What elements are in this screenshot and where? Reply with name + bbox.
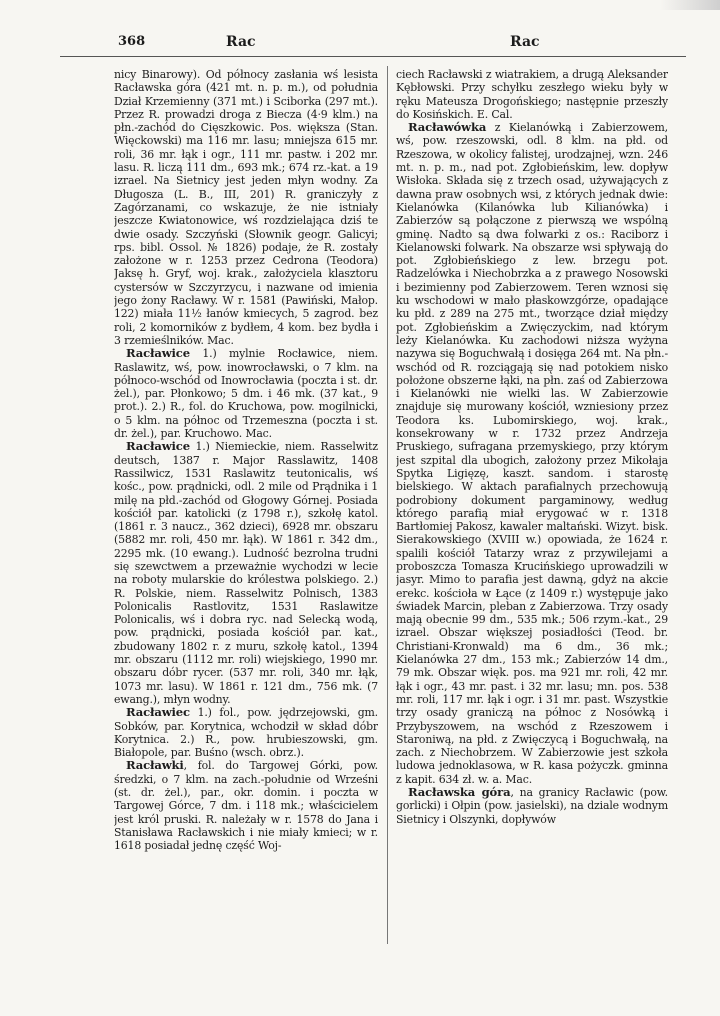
entry-text: 1.) Niemieckie, niem. Rasselwitz deutsch, 1387 r. Major Rasslawitz, 1408 Rassilwicz, 1531 Raslawitz teutonicalis, wś kośc., pow. prądnicki, odl. 2 mile od Prądnika i 1 milę na płd.-zachód od Głogowy Górnej. Posiada kościół par. katolicki (z 1798 r.), szkołę katol. (1861 r. 3 naucz., 362 dzieci), 6928 mr. obszaru (5882 mr. roli, 450 mr. łąk). W 1861 r. 342 dm., 2295 mk. (10 ewang.). Ludność bezrolna trudni się szewctwem a przeważnie wychodzi w lecie na roboty mularskie do królestwa polskiego. 2.) R. Polskie, niem. Rasselwitz Polnisch, 1383 Polonicalis Rastlovitz, 1531 Raslawitze Polonicalis, wś i dobra ryc. nad Selecką wodą, pow. prądnicki, posiada kościół par. kat., zbudowany 1802 r. z muru, szkołę katol., 1394 mr. obszaru (1112 mr. roli) wiejskiego, 1990 mr. obszaru dóbr rycer. (537 mr. roli, 340 mr. łąk, 1073 mr. lasu). W 1861 r. 121 dm., 756 mk. (7 ewang.), młyn wodny. [114,440,378,706]
entry-headword: Racławówka [408,120,487,135]
entry-headword: Racławki [126,758,184,773]
right-running-title: Rac [510,34,540,50]
entry-raclawice-1 [114,347,378,440]
paragraph-text: ciech Racławski z wiatrakiem, a drugą Aleksander Kębłowski. Przy schyłku zeszłego wieku były w ręku Mateusza Drogońskiego; następnie przeszły do Kosińskich. E. Cal. [396,68,668,121]
entry-raclawska-gora [396,786,668,826]
right-column [396,68,668,968]
entry-text: , na granicy Racławic (pow. gorlicki) i Ołpin (pow. jasielski), na dziale wodnym Sietnicy i Olszynki, dopływów [396,786,668,826]
paragraph-text: nicy Binarowy). Od północy zasłania wś lesista Racławska góra (421 mt. n. p. m.), od południa Dział Krzemienny (371 mt.) i Sciborka (297 mt.). Przez R. prowadzi droga z Biecza (4·9 klm.) na płn.-zachód do Cięszkowic. Pos. większa (Stan. Więckowski) ma 116 mr. lasu; mniejsza 615 mr. roli, 36 mr. łąk i ogr., 111 mr. pastw. i 202 mr. lasu. R. liczą 111 dm., 693 mk.; 674 rz.-kat. a 19 izrael. Na Sietnicy jest jeden młyn wodny. Za Długosza (L. B., III, 201) R. graniczyły z Zagórzanami, co wskazuje, że nie istniały jeszcze Kwiatonowice, wś rozdzielająca dziś te dwie osady. Szczyński (Słownik geogr. Galicyi; rps. bibl. Ossol. № 1826) podaje, że R. zostały założone w r. 1253 przez Cedrona (Teodora) Jaksę h. Gryf, woj. krak., założyciela klasztoru cystersów w Szczyrzycu, i nazwane od imienia jego żony Racławy. W r. 1581 (Pawiński, Małop. 122) miała 11½ łanów kmiecych, 5 zagrod. bez roli, 2 komorników z bydłem, 4 kom. bez bydła i 3 rzemieślników. Mac. [114,68,378,347]
entry-text: 1.) fol., pow. jędrzejowski, gm. Sobków, par. Korytnica, wchodził w skład dóbr Korytnica. 2.) R., pow. hrubieszowski, gm. Białopole, par. Buśno (wsch. obrz.). [114,706,378,760]
entry-raclawice-2 [114,440,378,706]
running-header [0,32,720,54]
paragraph-continuation [396,68,668,121]
entry-raclawiec [114,706,378,759]
column-divider [387,66,388,944]
entry-text: z Kielanówką i Zabierzowem, wś, pow. rzeszowski, odl. 8 klm. na płd. od Rzeszowa, w okolicy falistej, urodzajnej, wzn. 246 mt. n. p. m., nad pot. Zgłobieńskim, lew. dopływ Wisłoka. Składa się z trzech osad, używających z dawna praw osobnych wsi, z których jednak dwie: Kielanówka (Kilanówka lub Kilianówka) i Zabierzów są połączone z pierwszą we wspólną gminę. Nadto są dwa folwarki z os.: Raciborz i Kielanowski folwark. Na obszarze wsi spływają do pot. Zgłobieńskiego z lew. brzegu pot. Radzelówka i Niechobrzka a z prawego Nosowski i bezimienny pod Zabierzowem. Teren wznosi się ku wschodowi w mało płaskowzgórze, opadające ku płd. z 289 na 275 mt., tworzące dział między pot. Zgłobieńskim a Zwięczyckim, nad którym leży Kielanówka. Ku zachodowi niższa wyżyna nazywa się Boguchwałą i dosięga 264 mt. Na płn.-wschód od R. rozciągają się nad potokiem nisko położone obszerne łąki, na płn. zaś od Zabierzowa i Kielanówki nie wielki las. W Zabierzowie znajduje się murowany kościół, wzniesiony przez Teodora ks. Lubomirskiego, woj. krak., konsekrowany w r. 1732 przez Andrzeja Pruskiego, sufragana przemyskiego, przy którym jest szpital dla ubogich, założony przez Mikołaja Spytka Ligięzę, kaszt. sandom. i starostę bielskiego. W aktach parafialnych przechowują podrobiony dokument pargaminowy, według którego parafią miał erygować w r. 1318 Bartłomiej Pakosz, kawaler maltański. Wizyt. bisk. Sierakowskiego (XVIII w.) opowiada, że 1624 r. spalili kościół Tatarzy wraz z przywilejami a proboszcza Tomasza Krucińskiego uprowadzili w jasyr. Mimo to parafia jest dawną, gdyż na akcie erekc. kościoła w Łące (z 1409 r.) występuje jako świadek Marcin, pleban z Zabierzowa. Trzy osady mają obecnie 99 dm., 535 mk.; 506 rzym.-kat., 29 izrael. Obszar większej posiadłości (Teod. br. Christiani-Kronwald) ma 6 dm., 36 mk.; Kielanówka 27 dm., 153 mk.; Zabierzów 14 dm., 79 mk. Obszar więk. pos. ma 921 mr. roli, 42 mr. łąk i ogr., 43 mr. past. i 32 mr. lasu; mn. pos. 538 mr. roli, 117 mr. łąk i ogr. i 31 mr. past. Wszystkie trzy osady graniczą na północ z Nosówką i Przybyszowem, na wschód z Rzeszowem i Staroniwą, na płd. z Zwięczycą i Boguchwałą, na zach. z Niechobrzem. W Zabierzowie jest szkoła ludowa jednoklasowa, w R. kasa pożyczk. gminna z kapit. 634 zł. w. a. Mac. [396,121,668,786]
entry-raclawki [114,759,378,852]
page-number: 368 [118,34,146,49]
page-edge-shadow [660,0,720,10]
paragraph-continuation [114,68,378,347]
entry-headword: Racławice [126,346,190,361]
entry-headword: Racławiec [126,705,190,720]
entry-headword: Racławska góra [408,785,511,800]
entry-headword: Racławice [126,439,190,454]
left-column [114,68,378,968]
entry-text: 1.) mylnie Rocławice, niem. Raslawitz, wś, pow. inowrocławski, o 7 klm. na północo-wschód od Inowrocławia (poczta i st. dr. żel.), par. Płonkowo; 5 dm. i 46 mk. (37 kat., 9 prot.). 2.) R., fol. do Kruchowa, pow. mogilnicki, o 5 klm. na północ od Trzemeszna (poczta i st. dr. żel.), par. Kruchowo. Mac. [114,347,378,441]
header-rule [60,56,686,57]
entry-raclawowka [396,121,668,786]
entry-text: , fol. do Targowej Górki, pow. średzki, o 7 klm. na zach.-południe od Wrześni (st. dr. żel.), par., okr. domin. i poczta w Targowej Górce, 7 dm. i 118 mk.; właścicielem jest król pruski. R. należały w r. 1578 do Jana i Stanisława Racławskich i nie miały kmieci; w r. 1618 posiadał jednę część Woj- [114,759,378,853]
left-running-title: Rac [226,34,256,50]
